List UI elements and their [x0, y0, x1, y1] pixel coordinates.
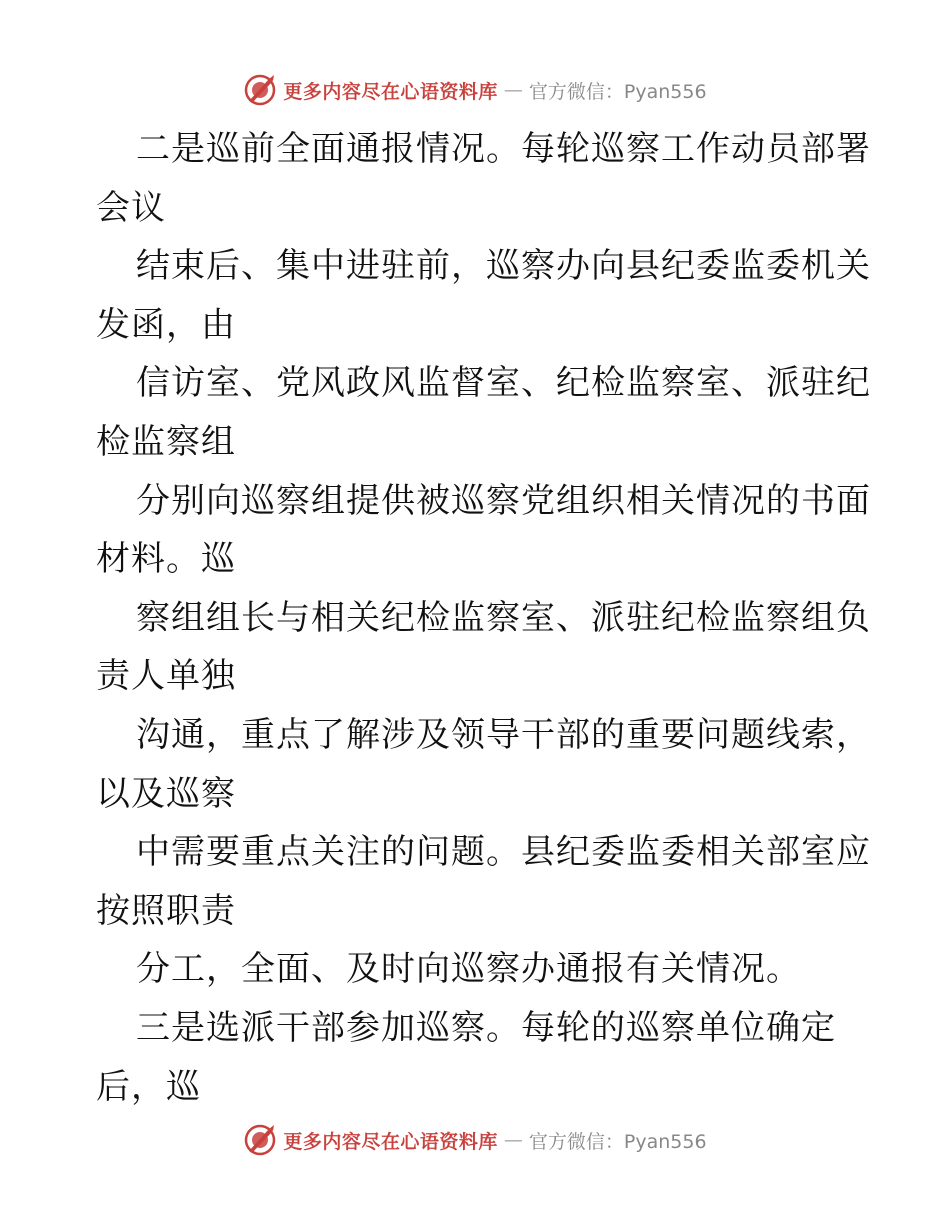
text-line: 材料。巡 [96, 539, 236, 580]
quill-logo-icon [243, 1123, 277, 1157]
text-line: 结束后、集中进驻前，巡察办向县纪委监委机关 [136, 246, 871, 287]
text-line: 按照职责 [96, 890, 236, 931]
header-banner [0, 70, 950, 110]
text-line: 分别向巡察组提供被巡察党组织相关情况的书面 [136, 480, 871, 521]
text-line: 信访室、党风政风监督室、纪检监察室、派驻纪 [136, 363, 871, 404]
footer-banner-separator: — [503, 1129, 523, 1151]
footer-banner [0, 1120, 950, 1160]
text-line: 分工，全面、及时向巡察办通报有关情况。 [136, 949, 801, 990]
text-line: 会议 [96, 187, 166, 228]
text-line: 以及巡察 [96, 773, 236, 814]
text-line: 中需要重点关注的问题。县纪委监委相关部室应 [136, 832, 871, 873]
document-body [96, 120, 871, 1116]
text-line: 沟通，重点了解涉及领导干部的重要问题线索， [136, 714, 871, 755]
text-line: 察组组长与相关纪检监察室、派驻纪检监察组负 [136, 597, 871, 638]
text-line: 后，巡 [96, 1066, 201, 1107]
footer-banner-wechat: 官方微信：Pyan556 [528, 1130, 707, 1153]
text-line: 检监察组 [96, 421, 236, 462]
text-line: 发函，由 [96, 304, 236, 345]
text-line: 责人单独 [96, 656, 236, 697]
header-banner-separator: — [503, 79, 523, 101]
footer-banner-title: 更多内容尽在心语资料库 [283, 1130, 498, 1153]
header-banner-title: 更多内容尽在心语资料库 [283, 80, 498, 103]
header-banner-wechat: 官方微信：Pyan556 [528, 80, 707, 103]
text-line: 三是选派干部参加巡察。每轮的巡察单位确定 [136, 1007, 836, 1048]
text-line: 二是巡前全面通报情况。每轮巡察工作动员部署 [136, 129, 871, 169]
quill-logo-icon [243, 73, 277, 107]
